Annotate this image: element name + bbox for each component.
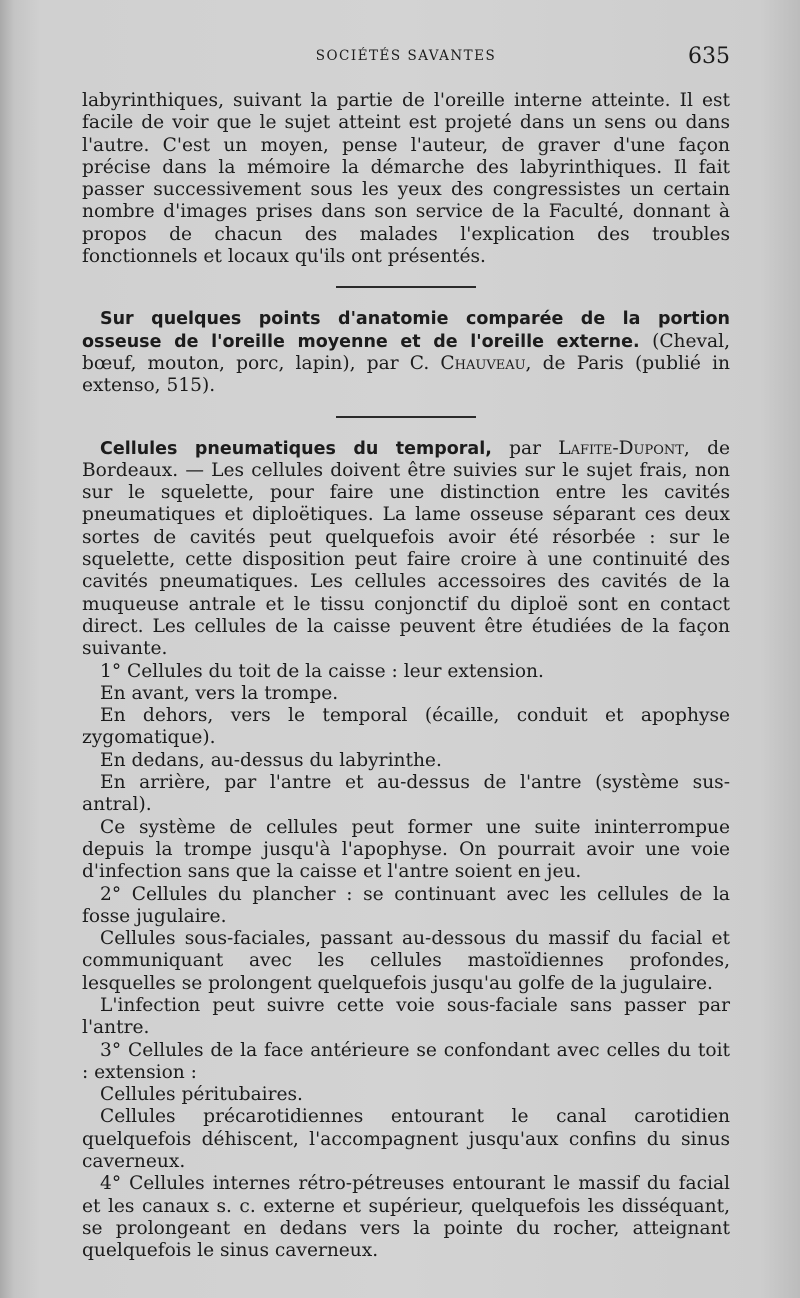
paragraph: 1° Cellules du toit de la caisse : leur extension. <box>100 660 544 682</box>
paragraph: En dedans, au-dessus du labyrinthe. <box>100 749 442 771</box>
article-cellules: Cellules pneumatiques du temporal, par Lafite-Dupont, de Bordeaux. — Les cellules doivent être suivies sur le sujet frais, non sur le squelette, pour faire une distinction entre les cavités pneumatiques et diploëtiques. La lame osseuse séparant ces deux sortes de cavités peut quelquefois avoir été résorbée : sur le squelette, cette disposition peut faire croire à une continuité des cavités pneumatiques. Les cellules accessoires des cavités de la muqueuse antrale et le tissu conjonctif du diploë sont en contact direct. Les cellules de la caisse peuvent être étudiées de la façon suivante. <box>82 437 730 660</box>
paragraph: 4° Cellules internes rétro-pétreuses entourant le massif du facial et les canaux s. c. externe et supérieur, quelquefois les disséquant, se prolongeant en dedans vers la pointe du rocher, atteignant quelquefois le sinus caverneux. <box>82 1173 730 1262</box>
section-divider <box>336 416 476 418</box>
article-title: Sur quelques points d'anatomie comparée de la portion osseuse de l'oreille moyenne et de l'oreille externe. <box>82 309 730 352</box>
paragraph: Ce système de cellules peut former une suite ininterrompue depuis la trompe jusqu'à l'apophyse. On pourrait avoir une voie d'infection sans que la caisse et l'antre soient en jeu. <box>82 816 730 883</box>
section-divider <box>336 286 476 288</box>
paragraph: 3° Cellules de la face antérieure se confondant avec celles du toit : extension : <box>82 1039 730 1083</box>
page-body <box>82 90 730 1263</box>
author-name: Chauveau <box>440 352 526 374</box>
paragraph: En arrière, par l'antre et au-dessus de l'antre (système sus-antral). <box>82 772 730 816</box>
article-anatomie: Sur quelques points d'anatomie comparée de la portion osseuse de l'oreille moyenne et de l'oreille externe. (Cheval, bœuf, mouton, porc, lapin), par C. Chauveau, de Paris (publié in extenso, 515). <box>82 309 731 397</box>
paragraph: Cellules péritubaires. <box>100 1084 303 1106</box>
article-title: Cellules pneumatiques du temporal, <box>100 438 492 459</box>
author-name: Lafite-Dupont <box>558 437 684 459</box>
running-head: SOCIÉTÉS SAVANTES <box>315 48 497 64</box>
page-number: 635 <box>688 44 730 69</box>
paragraph: Cellules sous-faciales, passant au-dessous du massif du facial et communiquant avec les cellules mastoïdiennes profondes, lesquelles se prolongent quelquefois jusqu'au golfe de la jugulaire. <box>82 928 730 994</box>
paragraph: En avant, vers la trompe. <box>100 682 339 704</box>
paragraph: En dehors, vers le temporal (écaille, conduit et apophyse zygomatique). <box>82 705 730 749</box>
paragraph: Cellules précarotidiennes entourant le canal carotidien quelquefois déhiscent, l'accompagnent jusqu'aux confins du sinus caverneux. <box>82 1106 730 1173</box>
paragraph: L'infection peut suivre cette voie sous-faciale sans passer par l'antre. <box>82 994 730 1039</box>
paragraph-labyrinthiques: labyrinthiques, suivant la partie de l'oreille interne atteinte. Il est facile de voir que le sujet atteint est projeté dans un sens ou dans l'autre. C'est un moyen, pense l'auteur, de graver d'une façon précise dans la mémoire la démarche des labyrinthiques. Il fait passer successivement sous les yeux des congressistes un certain nombre d'images prises dans son service de la Faculté, donnant à propos de chacun des malades l'explication des troubles fonctionnels et locaux qu'ils ont présentés. <box>82 90 730 268</box>
page-header <box>82 44 730 80</box>
paragraph: 2° Cellules du plancher : se continuant avec les cellules de la fosse jugulaire. <box>82 883 730 927</box>
